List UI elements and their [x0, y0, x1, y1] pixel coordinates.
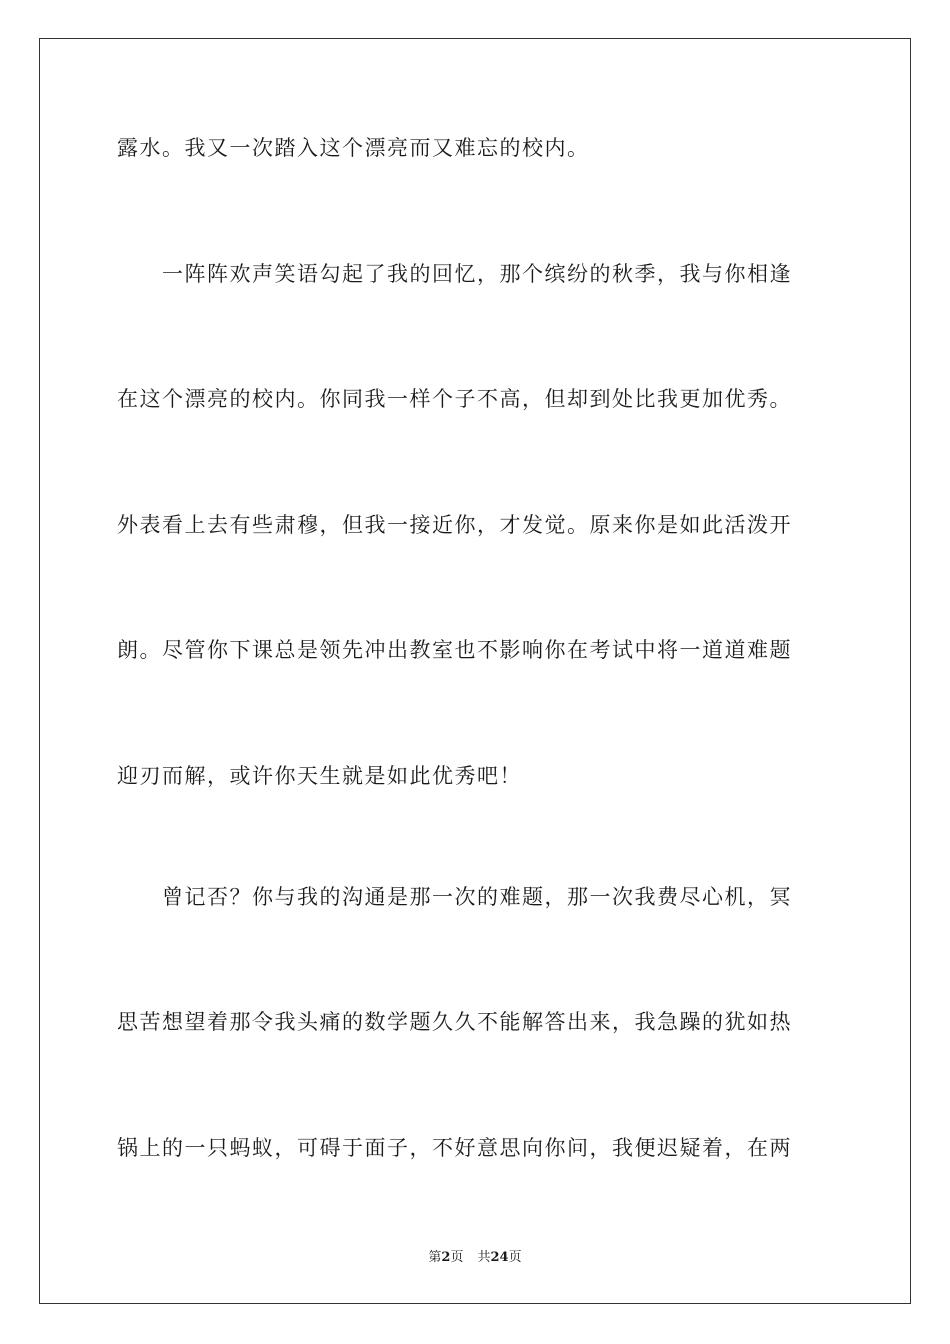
page-border: [39, 38, 911, 1304]
text-line: 朗。尽管你下课总是领先冲出教室也不影响你在考试中将一道道难题: [117, 638, 792, 662]
text-line: 锅上的一只蚂蚁，可碍于面子，不好意思向你问，我便迟疑着，在两: [117, 1136, 792, 1160]
text-line: 思苦想望着那令我头痛的数学题久久不能解答出来，我急躁的犹如热: [117, 1010, 792, 1034]
page-prefix: 第: [428, 1250, 442, 1265]
text-line: 曾记否？你与我的沟通是那一次的难题，那一次我费尽心机，冥: [117, 885, 792, 909]
text-line: 在这个漂亮的校内。你同我一样个子不高，但却到处比我更加优秀。: [117, 387, 792, 411]
text-line: 一阵阵欢声笑语勾起了我的回忆，那个缤纷的秋季，我与你相逢: [117, 262, 792, 286]
page-suffix: 页: [450, 1250, 464, 1265]
text-line: 外表看上去有些肃穆，但我一接近你，才发觉。原来你是如此活泼开: [117, 513, 792, 537]
page-number: 2: [441, 1250, 451, 1265]
total-prefix: 共: [477, 1250, 491, 1265]
text-line: 迎刃而解，或许你天生就是如此优秀吧！: [117, 764, 522, 788]
total-suffix: 页: [508, 1250, 522, 1265]
page-footer: [0, 1246, 950, 1265]
total-pages: 24: [490, 1250, 509, 1265]
text-line: 露水。我又一次踏入这个漂亮而又难忘的校内。: [117, 136, 590, 160]
